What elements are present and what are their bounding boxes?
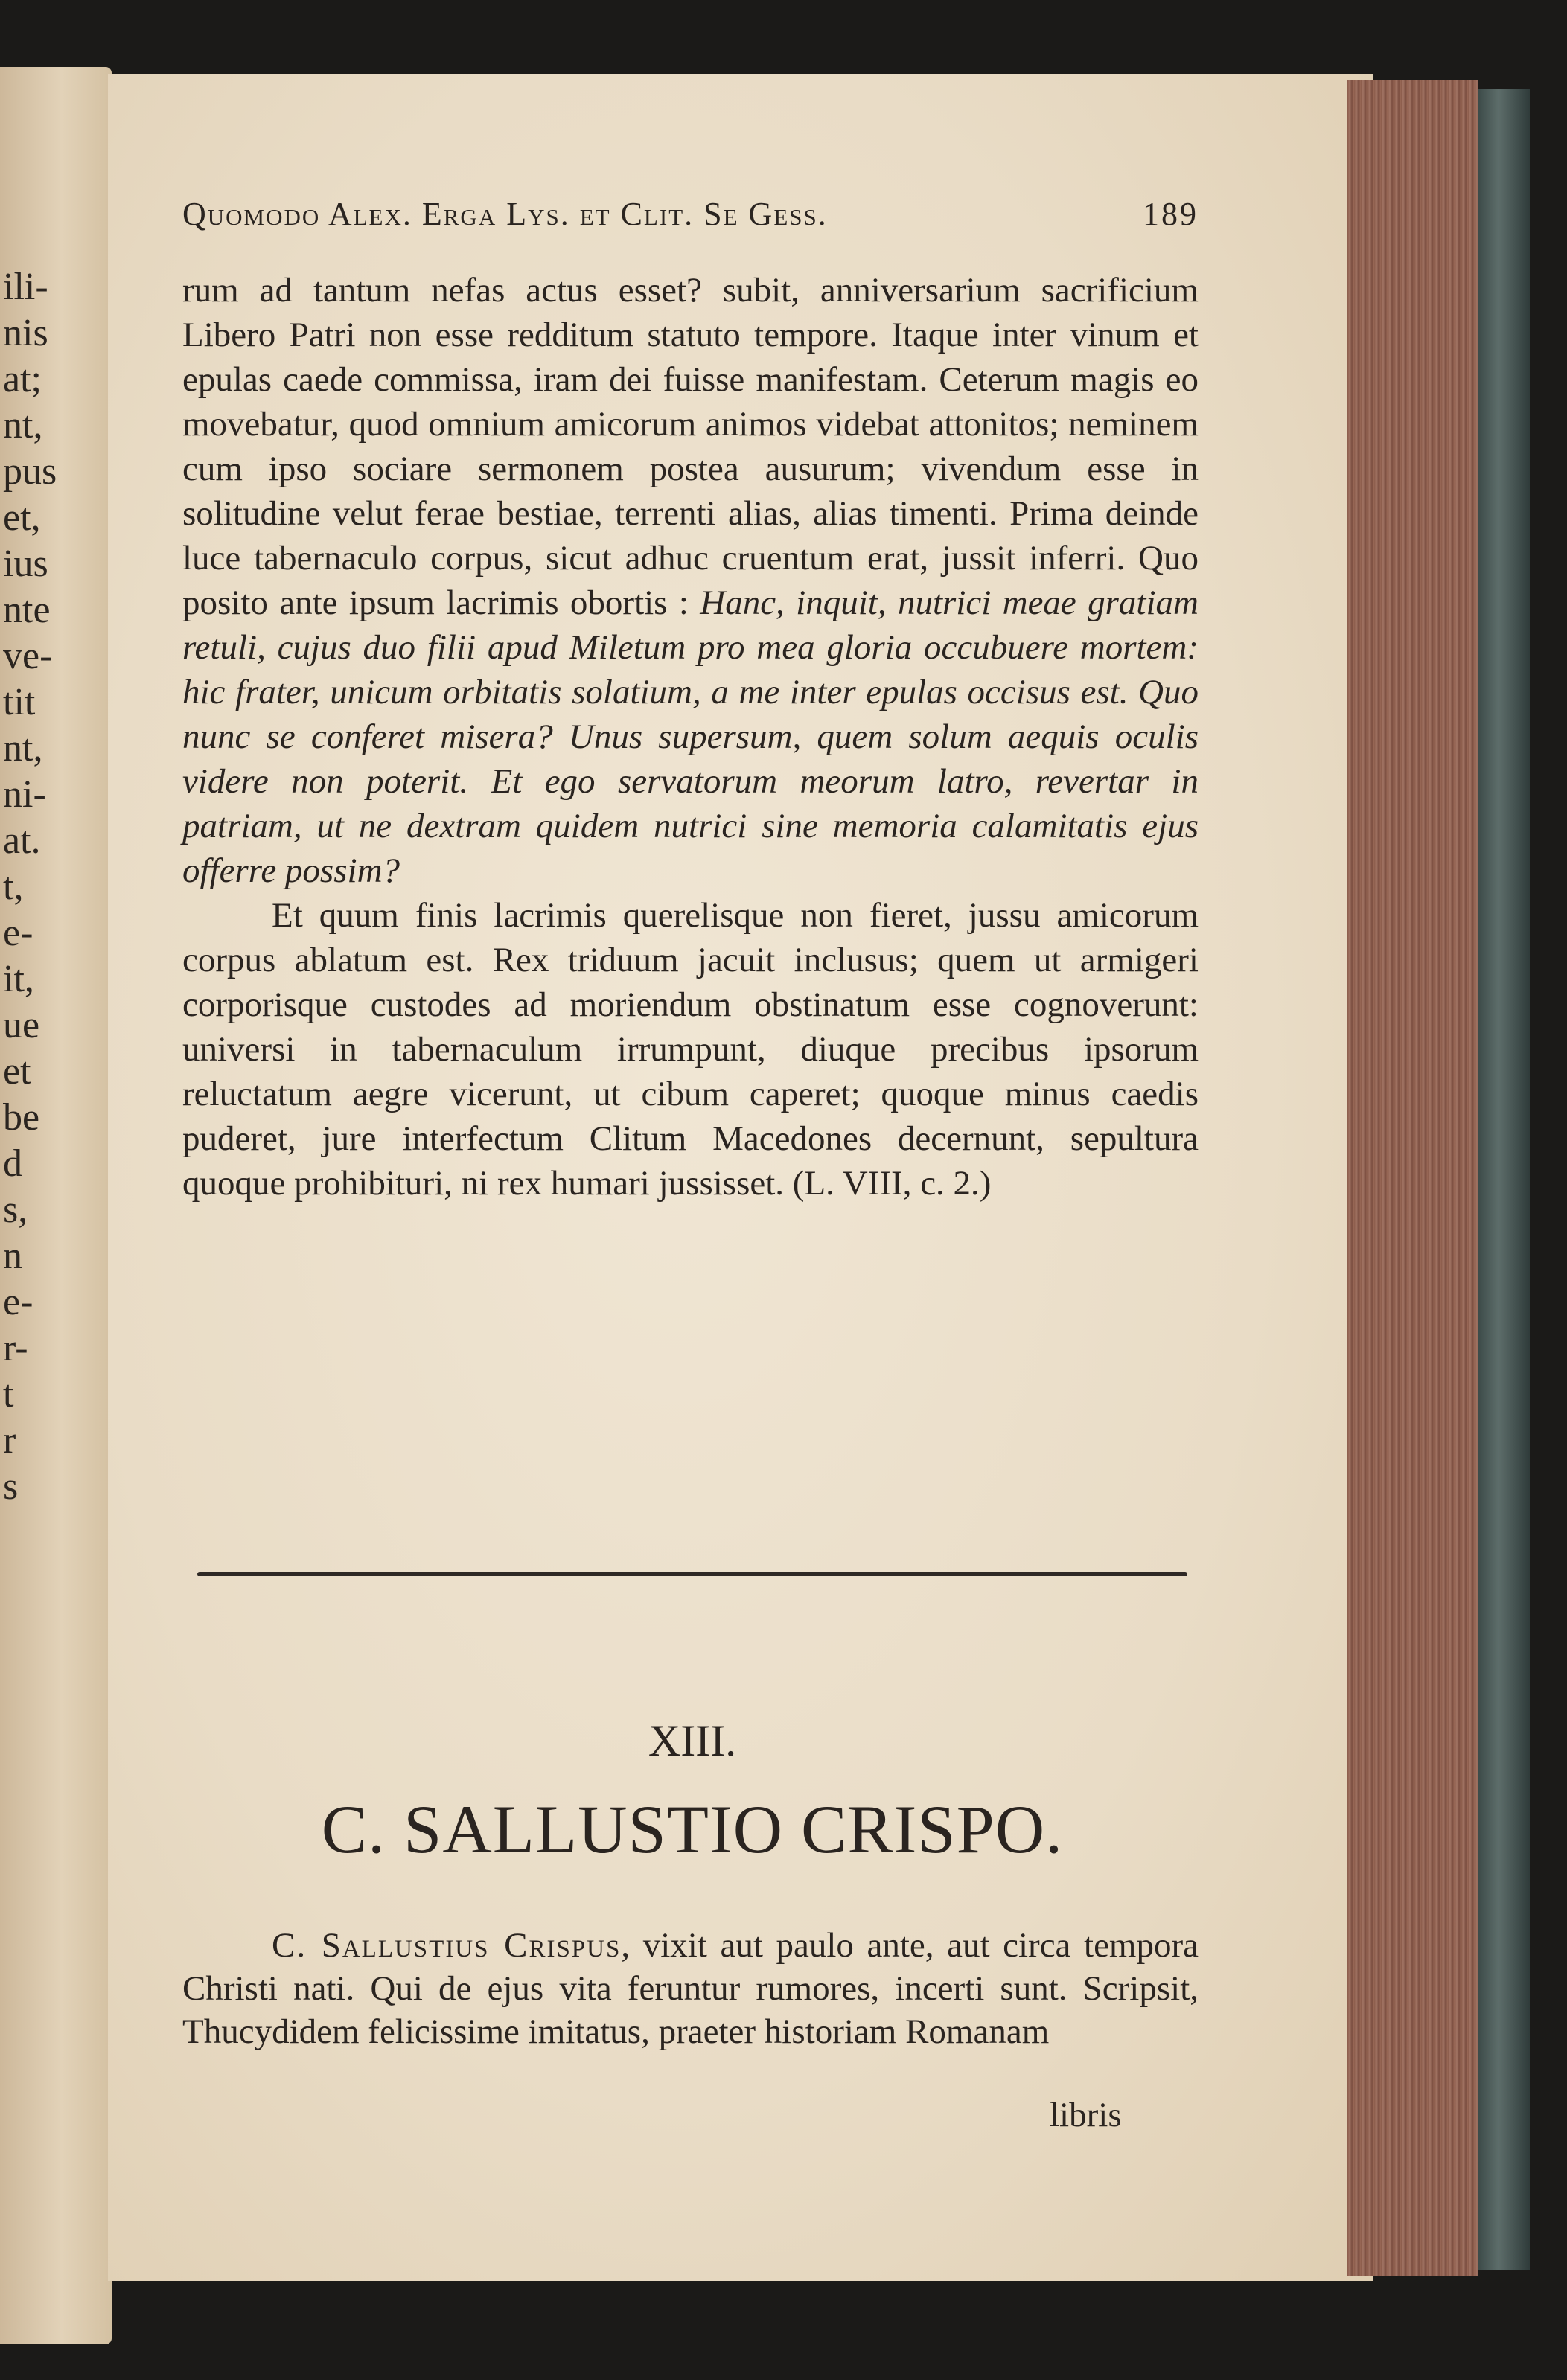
left-page-fragment: nis [3,312,48,354]
left-page-fragment: et [3,1050,31,1093]
paragraph-narrative: rum ad tantum nefas actus esset? subit, anniversarium sacrificium Libero Patri non esse redditum statuto tempore. Itaque inter vinum et epulas caede commissa, iram dei fuisse manifestam. Ceterum magis eo movebatur, quod omnium amicorum animos videbat attonitos; neminem cum ipso sociare sermonem postea ausurum; vivendum esse in solitudine velut ferae bestiae, terrenti alias, alias timenti. Prima deinde luce tabernaculo corpus, sicut adhuc cruentum erat, jussit inferri. Quo posito ante ipsum lacrimis obortis : [182,271,1199,622]
left-page-fragment: r [3,1419,16,1462]
section-numeral: XIII. [648,1716,737,1765]
left-page-fragment: ni- [3,773,46,816]
left-page-fragment: tit [3,681,36,723]
paragraph-speech: Hanc, inquit, nutrici meae gratiam retuli, cujus duo filii apud Miletum pro mea gloria occubuere mortem: hic frater, unicum orbitatis solatium, a me inter epulas occisus est. Quo nunc se conferet misera? Unus supersum, quem solum aequis oculis videre non poterit. Et ego servatorum meorum latro, revertar in patriam, ut ne dextram quidem nutrici sine memoria calamitatis ejus offerre possim? [182,583,1199,890]
section-divider-rule [197,1572,1187,1576]
section-text [182,1924,1199,2053]
main-text [182,268,1199,1206]
left-page-fragment: at. [3,819,41,862]
running-title: Quomodo Alex. Erga Lys. et Clit. Se Gess. [182,196,828,232]
left-page-fragment: s [3,1465,19,1508]
section-title: C. SALLUSTIO CRISPO. [321,1791,1064,1867]
left-page-fragment: t, [3,866,24,908]
section-paragraph-text: , vixit aut paulo ante, aut circa tempora Christi nati. Qui de ejus vita feruntur rumores, incerti sunt. Scripsit, Thucydidem felicissime imitatus, praeter historiam Romanam [182,1926,1199,2051]
section-paragraph [182,1924,1199,2053]
left-page-fragment: ili- [3,266,48,308]
left-page-fragment: n [3,1235,22,1277]
left-page-fragment: nt, [3,727,43,770]
left-page-fragment: at; [3,358,42,400]
left-page-fragment: s, [3,1189,28,1231]
left-page-fragment: pus [3,450,57,493]
catchword: libris [1050,2096,1122,2134]
author-name: C. Sallustius Crispus [272,1926,622,1965]
paragraph-continuation [182,268,1199,893]
left-page-fragment: it, [3,958,34,1000]
left-page-fragment: t [3,1373,14,1415]
left-page-fragment: nte [3,589,51,631]
left-page-fragment: be [3,1096,40,1139]
left-page-fragment: ve- [3,635,53,677]
left-page-fragment: ue [3,1004,40,1046]
page-number: 189 [1143,196,1199,232]
page-block-edge [1347,80,1478,2276]
left-page-fragment: r- [3,1327,28,1369]
paragraph-second: Et quum finis lacrimis querelisque non fieret, jussu amicorum corpus ablatum est. Rex triduum jacuit inclusus; quem ut armigeri corporisque custodes ad moriendum obstinatum esse cognoverunt: universi in tabernaculum irrumpunt, diuque precibus ipsorum reluctatum aegre vicerunt, ut cibum caperet; quoque minus caedis puderet, jure interfectum Clitum Macedones decernunt, sepultura quoque prohibituri, ni rex humari jussisset. (L. VIII, c. 2.) [182,896,1199,1203]
left-page-fragment: e- [3,1281,33,1323]
left-page-fragment: et, [3,496,41,539]
previous-page-edge [0,67,112,2344]
running-header [182,195,1199,233]
left-page-fragment: ius [3,543,48,585]
left-page-fragment: d [3,1142,22,1185]
book-cover-edge [1478,89,1530,2270]
left-page-fragment: e- [3,912,33,954]
left-page-fragment: nt, [3,404,43,447]
